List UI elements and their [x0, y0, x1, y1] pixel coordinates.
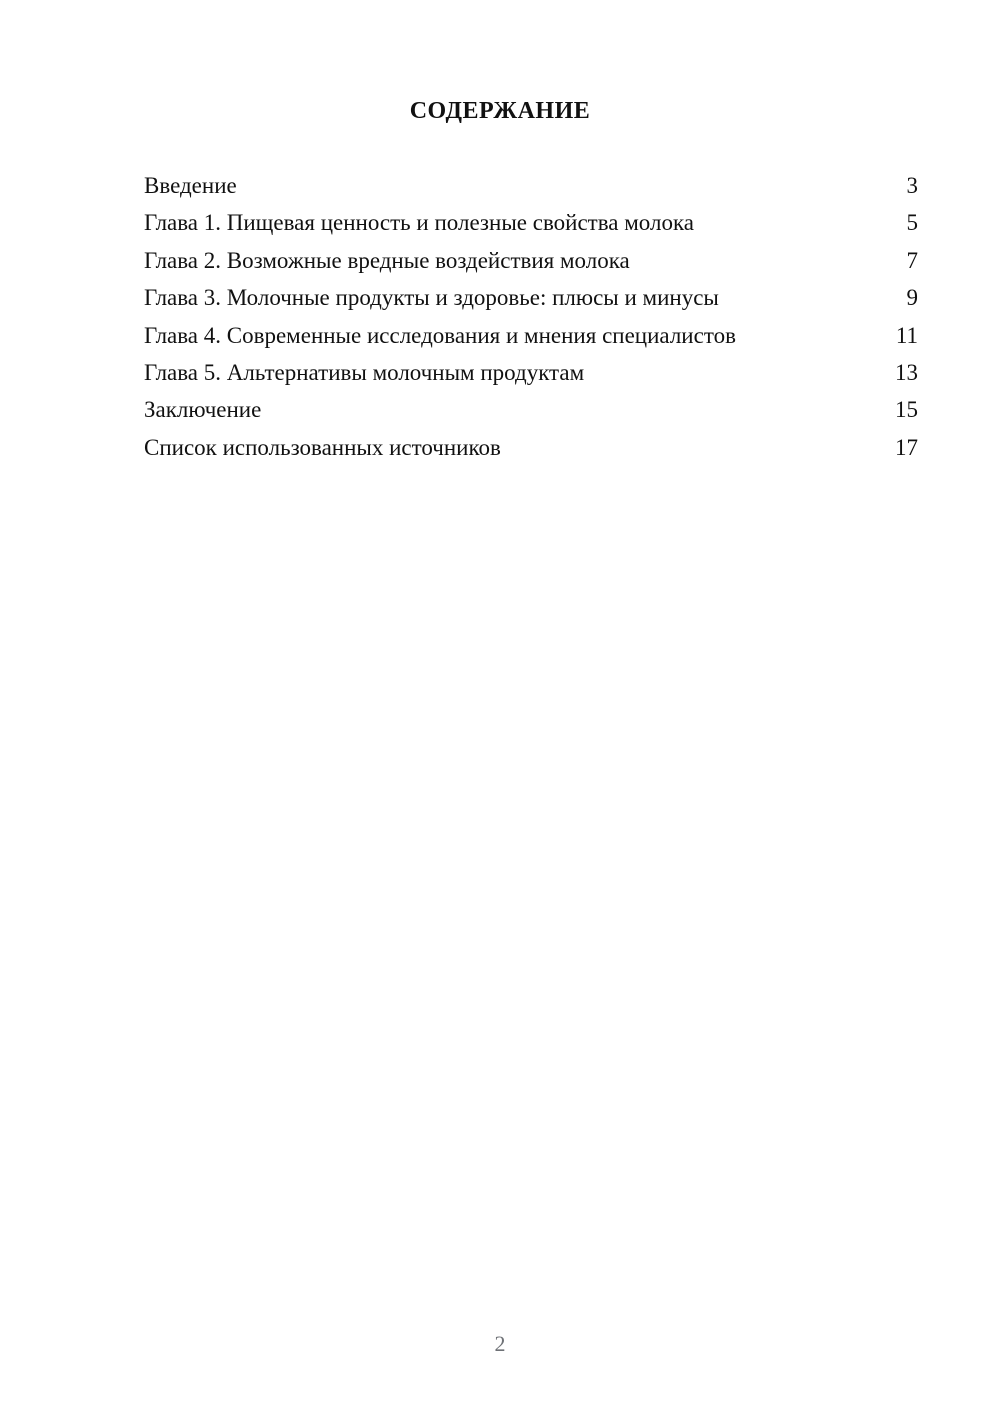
- toc-entry-label: Глава 3. Молочные продукты и здоровье: плюсы и минусы: [144, 285, 719, 311]
- toc-entry-label: Введение: [144, 173, 237, 198]
- toc-entry-page-number: 13: [895, 360, 918, 386]
- toc-entry-page-number: 5: [906, 210, 918, 236]
- toc-entry-page-number: 9: [906, 285, 918, 311]
- toc-entry: [144, 354, 918, 391]
- toc-entry-label: Глава 5. Альтернативы молочным продуктам: [144, 360, 585, 386]
- toc-entry-page-number: 17: [895, 434, 918, 460]
- toc-entry-label: Список использованных источников: [144, 434, 501, 460]
- table-of-contents: [144, 167, 918, 466]
- toc-entry: [144, 279, 918, 316]
- toc-entry-label: Глава 2. Возможные вредные воздействия молока: [144, 247, 630, 273]
- toc-entry: [144, 391, 918, 428]
- toc-entry-page-number: 11: [895, 322, 918, 348]
- toc-entry: [144, 242, 918, 279]
- toc-entry-label: Заключение: [144, 397, 262, 423]
- toc-entry: [144, 167, 918, 204]
- toc-entry-page-number: 7: [906, 247, 918, 273]
- toc-entry: [144, 429, 918, 466]
- toc-entry-label: Глава 1. Пищевая ценность и полезные свойства молока: [144, 210, 695, 236]
- toc-entry-page-number: 15: [895, 397, 918, 423]
- toc-entry-page-number: 3: [906, 173, 918, 198]
- page-title: СОДЕРЖАНИЕ: [409, 98, 591, 124]
- footer-page-number: 2: [494, 1331, 506, 1356]
- toc-entry: [144, 317, 918, 354]
- toc-entry-label: Глава 4. Современные исследования и мнения специалистов: [144, 322, 736, 348]
- toc-entry: [144, 204, 918, 241]
